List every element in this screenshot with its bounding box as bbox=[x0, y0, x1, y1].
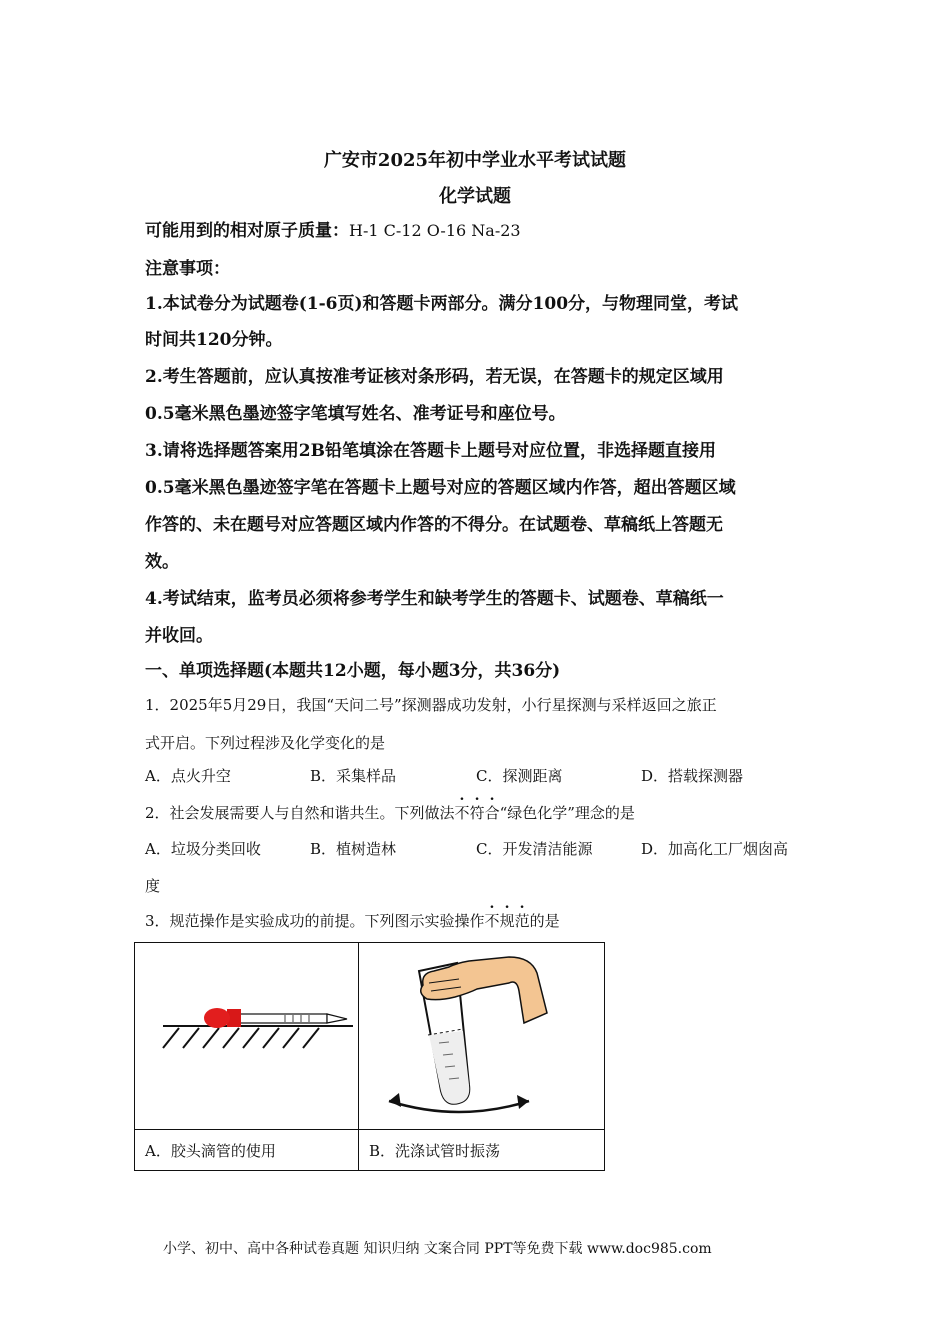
emphasis-char: 符 bbox=[469, 804, 485, 822]
question-2-stem bbox=[145, 802, 635, 823]
page-subtitle: 化学试题 bbox=[439, 186, 511, 207]
note-line: 1.本试卷分为试题卷(1-6页)和答题卡两部分。满分100分，与物理同堂，考试 bbox=[145, 294, 739, 314]
question-1-option-a: A．点火升空 bbox=[145, 767, 231, 785]
question-1-stem-line1: 1．2025年5月29日，我国“天问二号”探测器成功发射，小行星探测与采样返回之旅正 bbox=[145, 696, 717, 714]
figure-a-caption: A．胶头滴管的使用 bbox=[135, 1130, 359, 1171]
question-3-stem-suffix: 的是 bbox=[529, 912, 560, 930]
question-2-stem-prefix: 2．社会发展需要人与自然和谐共生。下列做法 bbox=[145, 804, 455, 822]
note-line: 0.5毫米黑色墨迹签字笔在答题卡上题号对应的答题区域内作答，超出答题区域 bbox=[145, 478, 736, 498]
question-1-option-d: D．搭载探测器 bbox=[641, 767, 744, 785]
note-line: 0.5毫米黑色墨迹签字笔填写姓名、准考证号和座位号。 bbox=[145, 404, 566, 424]
notes-heading: 注意事项： bbox=[145, 259, 230, 279]
figure-b-cell bbox=[359, 943, 605, 1130]
dropper-on-bench-icon bbox=[135, 943, 358, 1125]
note-line: 时间共120分钟。 bbox=[145, 330, 283, 350]
figure-a-cell bbox=[135, 943, 359, 1130]
emphasis-char: 合 bbox=[484, 804, 500, 822]
question-1-option-c: C．探测距离 bbox=[476, 767, 563, 785]
question-2-stem-suffix: “绿色化学”理念的是 bbox=[499, 804, 635, 822]
note-line: 效。 bbox=[145, 552, 179, 572]
note-line: 并收回。 bbox=[145, 626, 213, 646]
atomic-masses-label: 可能用到的相对原子质量： bbox=[145, 221, 349, 241]
emphasis-char: 不 bbox=[454, 804, 470, 822]
question-2-option-a: A．垃圾分类回收 bbox=[145, 840, 261, 858]
atomic-masses-values: H-1 C-12 O-16 Na-23 bbox=[349, 221, 521, 240]
question-2-option-d: D．加高化工厂烟囱高 bbox=[641, 840, 789, 858]
question-1-stem-line2: 式开启。下列过程涉及化学变化的是 bbox=[145, 734, 386, 752]
test-tube-shaking-icon bbox=[359, 943, 604, 1125]
question-1-option-b: B．采集样品 bbox=[310, 767, 397, 785]
question-3-stem bbox=[145, 910, 560, 931]
figure-b-caption: B．洗涤试管时振荡 bbox=[359, 1130, 605, 1171]
emphasis-char: 范 bbox=[514, 912, 530, 930]
question-2-option-b: B．植树造林 bbox=[310, 840, 397, 858]
note-line: 4.考试结束，监考员必须将参考学生和缺考学生的答题卡、试题卷、草稿纸一 bbox=[145, 589, 724, 609]
question-2-option-d-wrap: 度 bbox=[145, 877, 161, 895]
note-line: 作答的、未在题号对应答题区域内作答的不得分。在试题卷、草稿纸上答题无 bbox=[145, 515, 723, 535]
question-3-figure-table bbox=[134, 942, 605, 1171]
emphasis-char: 不 bbox=[484, 912, 500, 930]
note-line: 2.考生答题前，应认真按准考证核对条形码，若无误，在答题卡的规定区域用 bbox=[145, 367, 724, 387]
page-title: 广安市2025年初中学业水平考试试题 bbox=[323, 150, 627, 171]
atomic-masses bbox=[145, 216, 521, 241]
section-heading: 一、单项选择题(本题共12小题，每小题3分，共36分) bbox=[145, 661, 561, 681]
page-footer: 小学、初中、高中各种试卷真题 知识归纳 文案合同 PPT等免费下载 www.doc985.com bbox=[163, 1241, 712, 1257]
question-2-option-c: C．开发清洁能源 bbox=[476, 840, 593, 858]
emphasis-char: 规 bbox=[499, 912, 515, 930]
question-3-stem-prefix: 3．规范操作是实验成功的前提。下列图示实验操作 bbox=[145, 912, 485, 930]
note-line: 3.请将选择题答案用2B铅笔填涂在答题卡上题号对应位置，非选择题直接用 bbox=[145, 441, 716, 461]
